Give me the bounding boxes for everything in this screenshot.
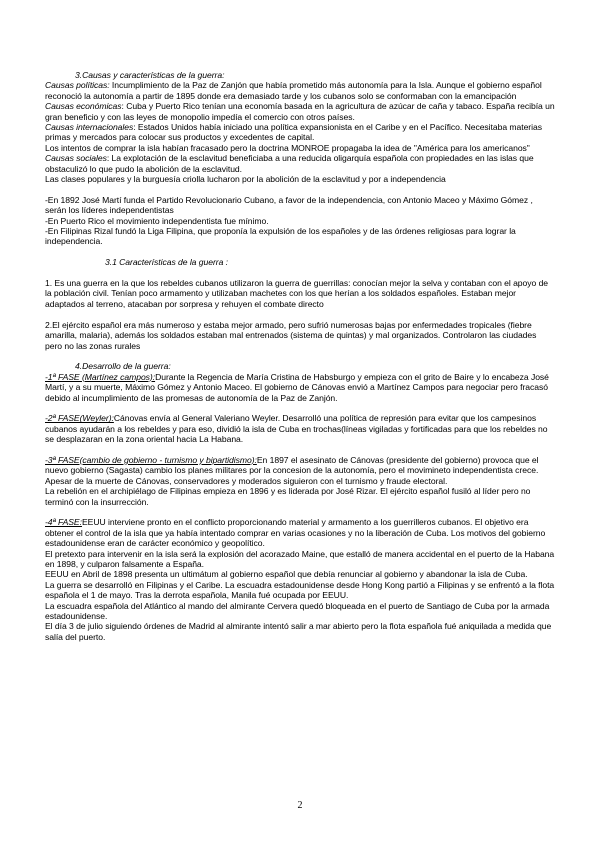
causas-sociales: Causas sociales: La explotación de la esclavitud beneficiaba a una reducida oligarquía española con propiedades en las islas que obstaculizó lo que pudo la abolición de la esclavitud. xyxy=(45,153,534,174)
page-number: 2 xyxy=(297,800,303,811)
event-item: -En 1892 José Martí funda el Partido Revolucionario Cubano, a favor de la independencia, con Antonio Maceo y Máximo Gómez , serán los líderes independentistas xyxy=(45,194,533,216)
section-3-1-heading: 3.1 Características de la guerra : xyxy=(105,257,228,268)
fase-4: -4ª FASE:EEUU interviene pronto en el conflicto proporcionando material y armamento a los guerrilleros cubanos. El objetivo era obtener el control de la isla que ya había intentado comprar en varias ocasiones y no la liberación de Cuba. Los motivos del gobierno estadounidense eran de carácter económico y geopolítico. xyxy=(45,517,546,549)
event-item: -En Puerto Rico el movimiento independentista fue mínimo. xyxy=(45,215,269,226)
causas-internacionales: Causas internacionales: Estados Unidos había iniciado una política expansionista en el Caribe y en el Pacífico. Necesitaba materias primas y mercados para colocar sus productos y excedentes de capital. xyxy=(45,122,542,143)
intentos-paragraph: Los intentos de comprar la isla habían fracasado pero la doctrina MONROE propagaba la idea de "América para los americanos" xyxy=(45,142,530,153)
fase-4-pretexto: El pretexto para intervenir en la isla será la explosión del acorazado Maine, que estalló de manera accidental en el puerto de la Habana en 1898, y culparon falsamente a España. xyxy=(45,548,555,569)
causas-economicas: Causas económicas: Cuba y Puerto Rico tenían una economía basada en la agricultura de azúcar de caña y tabaco. España recibía un gran beneficio y con las leyes de monopolio impedía el comercio con otros países. xyxy=(45,101,555,122)
causas-politicas-label: Causas políticas: xyxy=(45,80,110,91)
fase-3-rebelion: La rebelión en el archipiélago de Filipinas empieza en 1896 y es liderada por José Rizar. El ejército español fusiló al líder pero no terminó con la insurrección. xyxy=(45,486,531,507)
fase-3: -3ª FASE(cambio de gobierno - turnismo y bipartidismo):En 1897 el asesinato de Cánovas (presidente del gobierno) provoca que el nuevo gobierno (Sagasta) cambio los planes militares por la concesion de la autonomía, pero el movimineto independentista crece. xyxy=(45,454,539,476)
causas-politicas: Causas políticas: Incumplimiento de la Paz de Zanjón que había prometido más autonomía para la Isla. Aunque el gobierno español reconoció la autonomía a partir de 1895 donde era demasiado tarde y los cubanos solo se conformaban con la emancipación xyxy=(45,80,542,101)
clases-paragraph: Las clases populares y la burguesía criolla lucharon por la abolición de la esclavitud y por a independencia xyxy=(45,174,446,185)
causas-internacionales-label: Causas internacionales xyxy=(45,122,134,133)
fase-1: -1ª FASE (Martínez campos):Durante la Regencia de María Cristina de Habsburgo y empieza con el grito de Baire y lo encabeza José Martí, y a su muerte, Máximo Gómez y Antonio Maceo. El gobierno de Cánovas envió a Martínez Campos para negociar pero fracasó debido al incumplimiento de las promesas de autonomía de la Paz de Zanjón. xyxy=(45,371,549,403)
section-3-heading: 3.Causas y características de la guerra: xyxy=(75,70,225,80)
causas-economicas-label: Causas económicas xyxy=(45,101,122,112)
causas-sociales-label: Causas sociales xyxy=(45,153,107,164)
fase-4-eeuu: EEUU en Abril de 1898 presenta un ultimátum al gobierno español que debía renunciar al gobierno y abandonar la isla de Cuba. xyxy=(45,569,528,580)
fase-2-label: -2ª FASE(Weyler): xyxy=(45,413,114,424)
caracteristica-1: 1. Es una guerra en la que los rebeldes cubanos utilizaron la guerra de guerrillas: conocían mejor la selva y contaban con el apoyo de la población civil. Tenían poco armamento y utilizaban machetes con los que herían a los soldados españoles. Estaban mejor adaptados al terreno, atacaban por sorpresa y rehuyen el combate directo xyxy=(45,278,549,309)
fase-4-guerra: La guerra se desarrolló en Filipinas y el Caribe. La escuadra estadounidense desde Hong Kong partió a Filipinas y se enfrentó a la flota española el 1 de mayo. Tras la derrota española, Manila fué ocupada por EEUU. xyxy=(45,579,555,601)
fase-4-escuadra: La escuadra española del Atlántico al mando del almirante Cervera quedó bloqueada en el puerto de Santiago de Cuba por la armada estadounidense. xyxy=(45,600,550,621)
fase-4-label: -4ª FASE: xyxy=(45,517,82,528)
fase-2: -2ª FASE(Weyler):Cánovas envía al General Valeriano Weyler. Desarrolló una política de represión para evitar que los campesinos cubanos ayudarán a los rebeldes y para eso, dividió la isla de Cuba en trochas(líneas vigiladas y fortificadas para que los rebeldes no se desplazaran en la zona oriental hacia La Habana. xyxy=(45,413,548,445)
fase-3-apesar: Apesar de la muerte de Cánovas, conservadores y moderados siguieron con el turnismo y fraude electoral. xyxy=(45,475,448,486)
event-item: -En Filipinas Rizal fundó la Liga Filipina, que proponía la expulsión de los españoles y de las órdenes religiosas para lograr la independencia. xyxy=(45,226,516,247)
fase-4-julio: El día 3 de julio siguiendo órdenes de Madrid al almirante intentó salir a mar abierto pero la flota española fué aniquilada a medida que salía del puerto. xyxy=(45,621,552,642)
fase-1-label: -1ª FASE (Martínez campos): xyxy=(45,371,156,382)
fase-3-label: -3ª FASE(cambio de gobierno - turnismo y bipartidismo): xyxy=(45,454,257,465)
caracteristica-2: 2.El ejército español era más numeroso y estaba mejor armado, pero sufrió numerosas bajas por enfermedades tropicales (fiebre amarilla, malaria), además los soldados estaban mal entrenados (sistema de quintas) y mal organizados. Controlaron las ciudades pero no las zonas rurales xyxy=(45,319,537,351)
document-page xyxy=(45,70,555,642)
section-4-heading: 4.Desarrollo de la guerra: xyxy=(75,361,171,372)
